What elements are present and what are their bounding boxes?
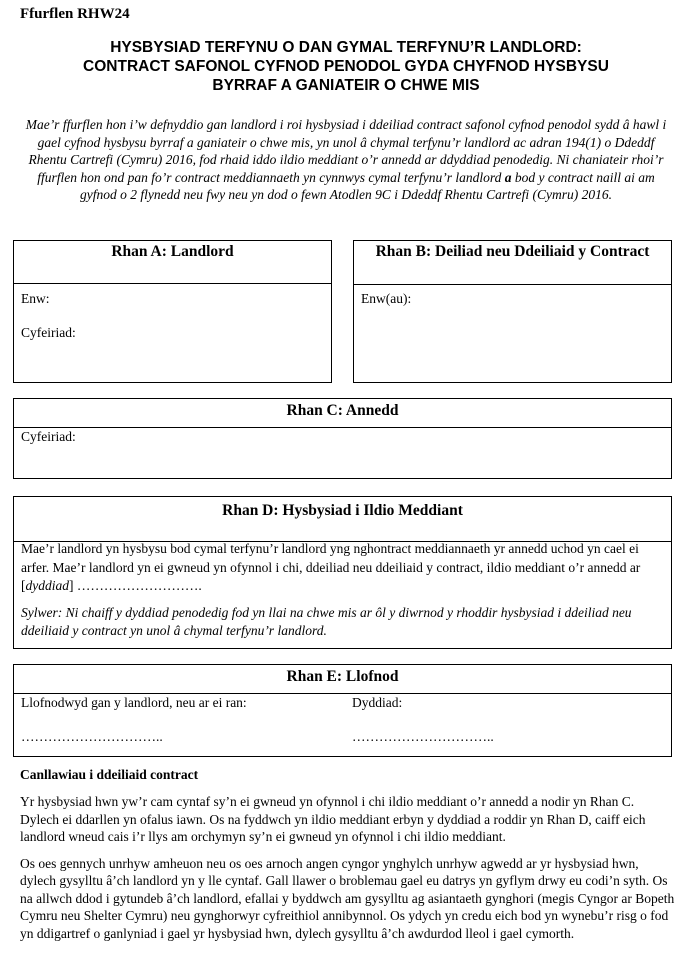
intro-text-bold: a [504,169,512,185]
part-a-box [13,240,332,383]
dwelling-address-label: Cyfeiriad: [21,429,76,444]
signed-by-label: Llofnodwyd gan y landlord, neu ar ei ran: [21,695,247,710]
signature-date-label: Dyddiad: [352,695,403,710]
signature-line[interactable]: ………………………….. [21,729,163,744]
intro-text [18,116,674,204]
guidance-heading: Canllawiau i ddeiliaid contract [20,767,199,782]
part-a-heading: Rhan A: Landlord [14,241,331,284]
intro-text-post: bod y contract naill ai am gyfnod o 2 flynedd neu fwy neu yn dod o fewn Atodlen 9C i Ddeddf Rhentu Cartrefi (Cymru) 2016. [79,169,655,202]
part-c-box [13,398,672,479]
landlord-address-label: Cyfeiriad: [21,325,76,340]
contract-holder-names-label: Enw(au): [361,291,412,306]
title-line-1: HYSBYSIAD TERFYNU O DAN GYMAL TERFYNU’R LANDLORD: [110,39,582,56]
part-b-box [353,240,672,383]
part-b-heading: Rhan B: Deiliad neu Ddeiliaid y Contract [354,241,671,285]
guidance-paragraph-1: Yr hysbysiad hwn yw’r cam cyntaf sy’n ei gwneud yn ofynnol i chi ildio meddiant o’r annedd a nodir yn Rhan C. Dylech ei ddarllen yn ofalus iawn. Os na fyddwch yn ildio meddiant erbyn y dyddiad a roddir yn Rhan D, caiff eich landlord wneud cais i’r llys am orchymyn sy’n ei gwneud yn ofynnol i chi ildio meddiant. [20,794,646,844]
notice-body [21,540,666,641]
notice-note: Sylwer: Ni chaiff y dyddiad penodedig fod yn llai na chwe mis ar ôl y diwrnod y rhoddir hysbysiad i ddeiliad neu ddeiliaid y contract yn unol â chymal terfynu’r landlord. [21,604,632,638]
notice-body-pre: Mae’r landlord yn hysbysu bod cymal terfynu’r landlord yng nghontract meddiannaeth yr annedd uchod yn cael ei arfer. Mae’r landlord yn ei gwneud yn ofynnol i chi, ddeiliad neu ddeiliaid y contract, ildio meddiant o’r annedd ar [ [21,541,641,593]
date-placeholder: dyddiad [25,578,69,593]
part-e-heading: Rhan E: Llofnod [14,665,671,694]
notice-body-post: ] ………………………. [69,578,202,593]
form-title [0,38,692,95]
title-line-3: BYRRAF A GANIATEIR O CHWE MIS [212,77,480,94]
form-id: Ffurflen RHW24 [20,6,130,22]
guidance-paragraph-2: Os oes gennych unrhyw amheuon neu os oes arnoch angen cyngor ynghylch unrhyw agwedd ar yr hysbysiad hwn, dylech gysylltu â’ch landlord yn y lle cyntaf. Gall llawer o broblemau gael eu datrys yn gyflym drwy eu codi’n syth. Os na allwch ddod i gytundeb â’ch landlord, efallai y byddwch am gysylltu ag asiantaeth gynghori (megis Cyngor ar Bopeth Cymru neu Shelter Cymru) neu gynghorwyr cyfreithiol annibynnol. Os ydych yn credu eich bod yn wynebu’r risg o fod yn ddigartref o ganlyniad i gael yr hysbysiad hwn, dylech gysylltu â’ch awdurdod lleol i gael cymorth. [20,855,675,941]
guidance-body [20,793,676,951]
part-e-box [13,664,672,757]
title-line-2: CONTRACT SAFONOL CYFNOD PENODOL GYDA CHYFNOD HYSBYSU [83,58,609,75]
landlord-name-label: Enw: [21,291,50,306]
part-c-heading: Rhan C: Annedd [14,399,671,428]
date-line[interactable]: ………………………….. [352,729,494,744]
part-d-box [13,496,672,649]
part-d-heading: Rhan D: Hysbysiad i Ildio Meddiant [14,497,671,542]
intro-text-pre: Mae’r ffurflen hon i’w defnyddio gan landlord i roi hysbysiad i ddeiliad contract safonol cyfnod penodol sydd â hawl i gael cyfnod hysbysu byrraf a ganiateir o chwe mis, yn unol â chymal terfynu’r landlord ac adran 194(1) o Ddeddf Rhentu Cartrefi (Cymru) 2016, fod rhaid iddo ildio meddiant o’r annedd ar ddyddiad penodedig. Ni chaniateir rhoi’r ffurflen hon ond pan fo’r contract meddiannaeth yn cynnwys cymal terfynu’r landlord [25,117,667,185]
